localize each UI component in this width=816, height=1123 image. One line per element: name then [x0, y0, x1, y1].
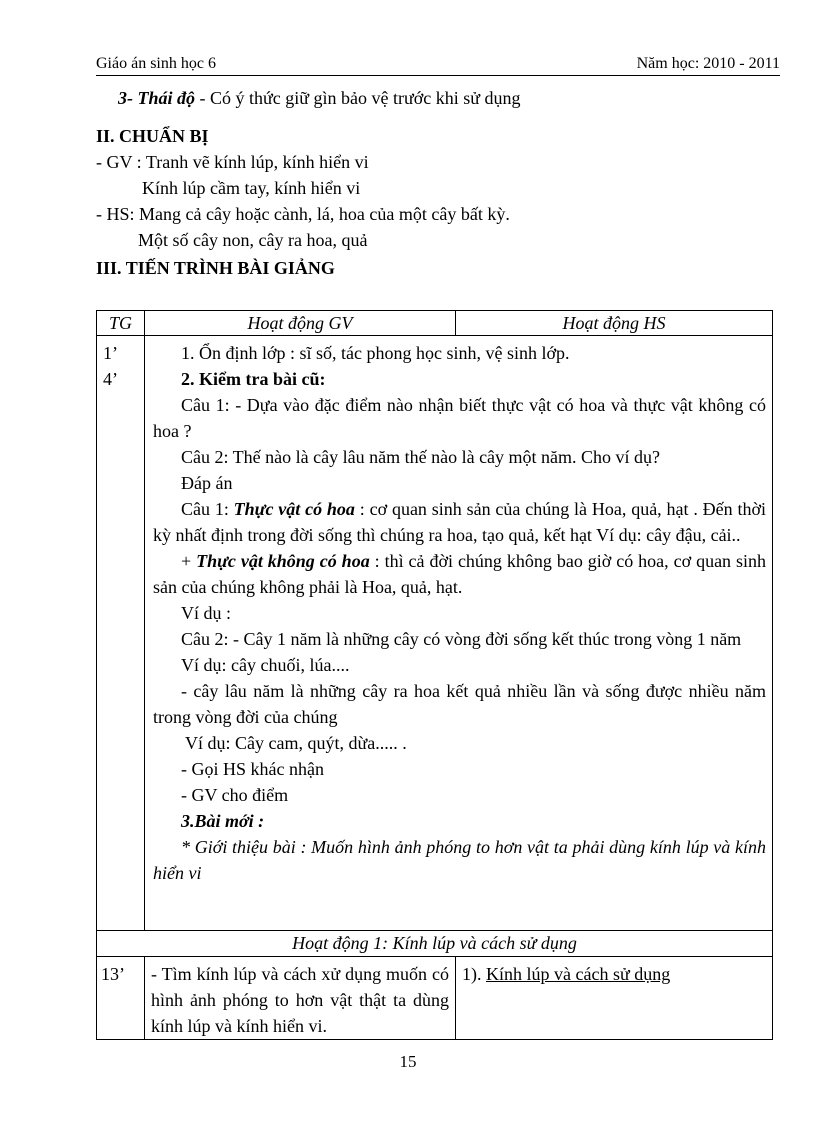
page-header: [96, 55, 780, 76]
hs-prefix: 1).: [462, 964, 486, 984]
col-header-tg: TG: [97, 311, 145, 336]
gv-line: Ví dụ :: [181, 603, 232, 623]
tg-cell: 13’: [97, 957, 145, 1040]
gv-line: - cây lâu năm là những cây ra hoa kết quả nhiều lần và sống được nhiều năm trong vòng đời của chúng: [153, 681, 766, 727]
gv-line: 1. Ổn định lớp : sĩ số, tác phong học sinh, vệ sinh lớp.: [181, 343, 570, 363]
thai-do-label: 3- Thái độ: [118, 88, 196, 108]
chuan-bi-line-4: Một số cây non, cây ra hoa, quả: [138, 230, 368, 250]
tg-cell: [97, 336, 145, 931]
gv-activity-cell: - Tìm kính lúp và cách xử dụng muốn có hình ảnh phóng to hơn vật thật ta dùng kính lúp và kính hiển vi.: [145, 957, 456, 1040]
thai-do-text: - Có ý thức giữ gìn bảo vệ trước khi sử dụng: [195, 88, 521, 108]
page-number: 15: [399, 1052, 417, 1071]
hoat-dong-1-heading: Hoạt động 1: Kính lúp và cách sử dụng: [97, 931, 773, 957]
gv-term: Thực vật có hoa: [233, 499, 355, 519]
gv-line: Ví dụ: cây chuối, lúa....: [181, 655, 350, 675]
table-row: [97, 336, 773, 931]
tg-value-2: 4’: [103, 369, 118, 389]
chuan-bi-line-3: - HS: Mang cả cây hoặc cành, lá, hoa của một cây bất kỳ.: [96, 204, 510, 224]
gv-text: : thì cả đời chúng không bao giờ có hoa, cơ quan sinh sản của chúng không phải là Hoa, quả, hạt.: [153, 551, 767, 597]
header-right: Năm học: 2010 - 2011: [636, 55, 780, 72]
thai-do-line: [118, 88, 521, 109]
gv-line: Câu 2: - Cây 1 năm là những cây có vòng đời sống kết thúc trong vòng 1 năm: [181, 629, 742, 649]
col-header-gv: Hoạt động GV: [145, 311, 456, 336]
gv-line: - Gọi HS khác nhận: [181, 759, 324, 779]
table-row: [97, 931, 773, 957]
tien-trinh-heading: III. TIẾN TRÌNH BÀI GIẢNG: [96, 258, 335, 278]
gv-activity-cell: [145, 336, 773, 931]
gv-line: [153, 548, 766, 600]
col-header-hs: Hoạt động HS: [456, 311, 773, 336]
chuan-bi-line-1: - GV : Tranh vẽ kính lúp, kính hiển vi: [96, 152, 369, 172]
gv-text: +: [181, 551, 197, 571]
gv-line: 2. Kiểm tra bài cũ:: [181, 369, 326, 389]
gv-line: - GV cho điểm: [181, 785, 289, 805]
tg-value-1: 1’: [103, 343, 118, 363]
gv-line: * Giới thiệu bài : Muốn hình ảnh phóng to hơn vật ta phải dùng kính lúp và kính hiển vi: [153, 837, 766, 883]
gv-line: Đáp án: [181, 473, 233, 493]
header-left: Giáo án sinh học 6: [96, 55, 216, 72]
gv-term: Thực vật không có hoa: [196, 551, 370, 571]
gv-line: Câu 1: - Dựa vào đặc điểm nào nhận biết thực vật có hoa và thực vật không có hoa ?: [153, 395, 766, 441]
gv-line: Câu 2: Thế nào là cây lâu năm thế nào là cây một năm. Cho ví dụ?: [181, 447, 661, 467]
table-header-row: [97, 311, 773, 336]
hs-activity-cell: [456, 957, 773, 1040]
table-row: [97, 957, 773, 1040]
chuan-bi-heading: II. CHUẨN BỊ: [96, 126, 209, 146]
gv-line: Ví dụ: Cây cam, quýt, dừa..... .: [185, 733, 407, 753]
gv-line: 3.Bài mới :: [181, 811, 265, 831]
chuan-bi-line-2: Kính lúp cầm tay, kính hiển vi: [142, 178, 361, 198]
gv-text: Câu 1:: [181, 499, 234, 519]
gv-text: : cơ quan sinh sản của chúng là Hoa, quả, hạt . Đến thời kỳ nhất định trong đời sống thì chúng ra hoa, tạo quả, kết hạt Ví dụ: cây đậu, cải..: [153, 499, 766, 545]
hs-title: Kính lúp và cách sử dụng: [486, 964, 671, 984]
lesson-table: [96, 310, 773, 1040]
gv-line: [153, 496, 766, 548]
